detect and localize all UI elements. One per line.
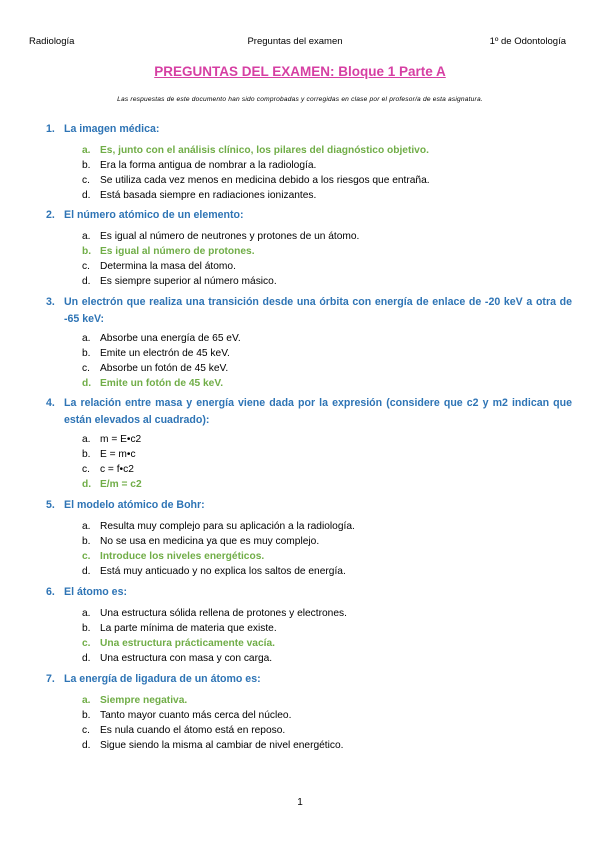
option-letter: b. [82, 160, 91, 171]
question-number: 2. [46, 209, 55, 221]
question-text: El número atómico de un elemento: [64, 209, 244, 221]
page-subtitle: Las respuestas de este documento han sido comprobadas y corregidas en clase por el profesor/a de esta asignatura. [117, 96, 483, 103]
option-letter: c. [82, 551, 91, 562]
page-title: PREGUNTAS DEL EXAMEN: Bloque 1 Parte A [154, 64, 446, 79]
option-letter: d. [82, 378, 92, 389]
options-1 [82, 143, 552, 203]
header-center: Preguntas del examen [247, 36, 343, 47]
option-4c [82, 462, 552, 477]
option-letter: b. [82, 623, 91, 634]
option-2a [82, 229, 552, 244]
question-number: 3. [46, 296, 55, 308]
option-letter: b. [82, 536, 91, 547]
options-5 [82, 519, 552, 579]
option-2d [82, 274, 552, 289]
option-text: Es siempre superior al número másico. [100, 276, 277, 287]
option-text: Emite un electrón de 45 keV. [100, 348, 230, 359]
option-7d [82, 738, 552, 753]
option-text: Emite un fotón de 45 keV. [100, 378, 224, 389]
option-3a [82, 331, 552, 346]
option-text: E = m•c [100, 449, 136, 460]
option-text: Una estructura sólida rellena de protones y electrones. [100, 608, 347, 619]
option-letter: c. [82, 363, 90, 374]
option-text: c = f•c2 [100, 464, 134, 475]
option-letter: a. [82, 695, 91, 706]
option-1a [82, 143, 552, 158]
question-number: 4. [46, 397, 55, 409]
option-5d [82, 564, 552, 579]
options-2 [82, 229, 552, 289]
option-6b [82, 621, 552, 636]
question-number: 6. [46, 586, 55, 598]
option-text: Está basada siempre en radiaciones ionizantes. [100, 190, 317, 201]
header-left: Radiología [29, 36, 75, 47]
option-4b [82, 447, 552, 462]
question-text: La energía de ligadura de un átomo es: [64, 673, 261, 685]
option-text: Tanto mayor cuanto más cerca del núcleo. [100, 710, 292, 721]
option-text: E/m = c2 [100, 479, 142, 490]
option-letter: d. [82, 479, 92, 490]
option-7a [82, 693, 552, 708]
option-text: Determina la masa del átomo. [100, 261, 236, 272]
option-text: Es nula cuando el átomo está en reposo. [100, 725, 286, 736]
option-letter: a. [82, 608, 91, 619]
option-3b [82, 346, 552, 361]
option-letter: a. [82, 434, 91, 445]
option-letter: d. [82, 190, 91, 201]
option-2b [82, 244, 552, 259]
option-letter: b. [82, 348, 91, 359]
question-text: El modelo atómico de Bohr: [64, 499, 205, 511]
question-1 [46, 121, 572, 138]
option-text: Se utiliza cada vez menos en medicina debido a los riesgos que entraña. [100, 175, 430, 186]
option-text: m = E•c2 [100, 434, 142, 445]
option-letter: d. [82, 653, 91, 664]
option-text: Introduce los niveles energéticos. [100, 551, 265, 562]
option-letter: d. [82, 566, 91, 577]
option-letter: b. [82, 710, 91, 721]
option-letter: a. [82, 145, 91, 156]
option-letter: c. [82, 725, 90, 736]
option-letter: c. [82, 175, 90, 186]
option-text: Una estructura prácticamente vacía. [100, 638, 275, 649]
question-text: La imagen médica: [64, 123, 160, 135]
option-3c [82, 361, 552, 376]
option-6c [82, 636, 552, 651]
options-7 [82, 693, 552, 753]
option-1c [82, 173, 552, 188]
option-text: Absorbe un fotón de 45 keV. [100, 363, 229, 374]
option-letter: a. [82, 231, 91, 242]
question-4 [46, 395, 572, 429]
option-2c [82, 259, 552, 274]
question-number: 1. [46, 123, 55, 135]
option-4a [82, 432, 552, 447]
option-text: La parte mínima de materia que existe. [100, 623, 277, 634]
options-3 [82, 331, 552, 391]
question-number: 7. [46, 673, 55, 685]
page-number: 1 [297, 797, 303, 808]
option-text: Absorbe una energía de 65 eV. [100, 333, 241, 344]
option-4d [82, 477, 552, 492]
option-letter: d. [82, 740, 91, 751]
option-7c [82, 723, 552, 738]
option-letter: d. [82, 276, 91, 287]
header-right: 1º de Odontología [489, 36, 566, 47]
option-5b [82, 534, 552, 549]
option-6d [82, 651, 552, 666]
option-text: Una estructura con masa y con carga. [100, 653, 273, 664]
option-letter: c. [82, 261, 90, 272]
option-letter: a. [82, 333, 91, 344]
option-6a [82, 606, 552, 621]
option-text: Está muy anticuado y no explica los saltos de energía. [100, 566, 346, 577]
option-3d [82, 376, 552, 391]
option-letter: b. [82, 449, 91, 460]
option-letter: c. [82, 464, 90, 475]
option-text: No se usa en medicina ya que es muy complejo. [100, 536, 320, 547]
question-7 [46, 671, 572, 688]
option-text: Resulta muy complejo para su aplicación a la radiología. [100, 521, 355, 532]
option-letter: a. [82, 521, 91, 532]
option-letter: c. [82, 638, 91, 649]
option-5a [82, 519, 552, 534]
question-text: Un electrón que realiza una transición desde una órbita con energía de enlace de -20 keV a otra de -65 keV: [64, 296, 572, 325]
option-text: Siempre negativa. [100, 695, 188, 706]
question-3 [46, 294, 572, 328]
question-5 [46, 497, 572, 514]
question-2 [46, 207, 572, 224]
question-number: 5. [46, 499, 55, 511]
options-6 [82, 606, 552, 666]
option-text: Es igual al número de neutrones y protones de un átomo. [100, 231, 360, 242]
options-4 [82, 432, 552, 492]
option-letter: b. [82, 246, 92, 257]
option-text: Era la forma antigua de nombrar a la radiología. [100, 160, 317, 171]
question-text: La relación entre masa y energía viene dada por la expresión (considere que c2 y m2 indican que están elevados al cuadrado): [64, 397, 572, 426]
question-6 [46, 584, 572, 601]
question-text: El átomo es: [64, 586, 127, 598]
option-5c [82, 549, 552, 564]
option-text: Sigue siendo la misma al cambiar de nivel energético. [100, 740, 344, 751]
option-text: Es igual al número de protones. [100, 246, 255, 257]
option-7b [82, 708, 552, 723]
option-1b [82, 158, 552, 173]
option-1d [82, 188, 552, 203]
option-text: Es, junto con el análisis clínico, los pilares del diagnóstico objetivo. [100, 145, 429, 156]
